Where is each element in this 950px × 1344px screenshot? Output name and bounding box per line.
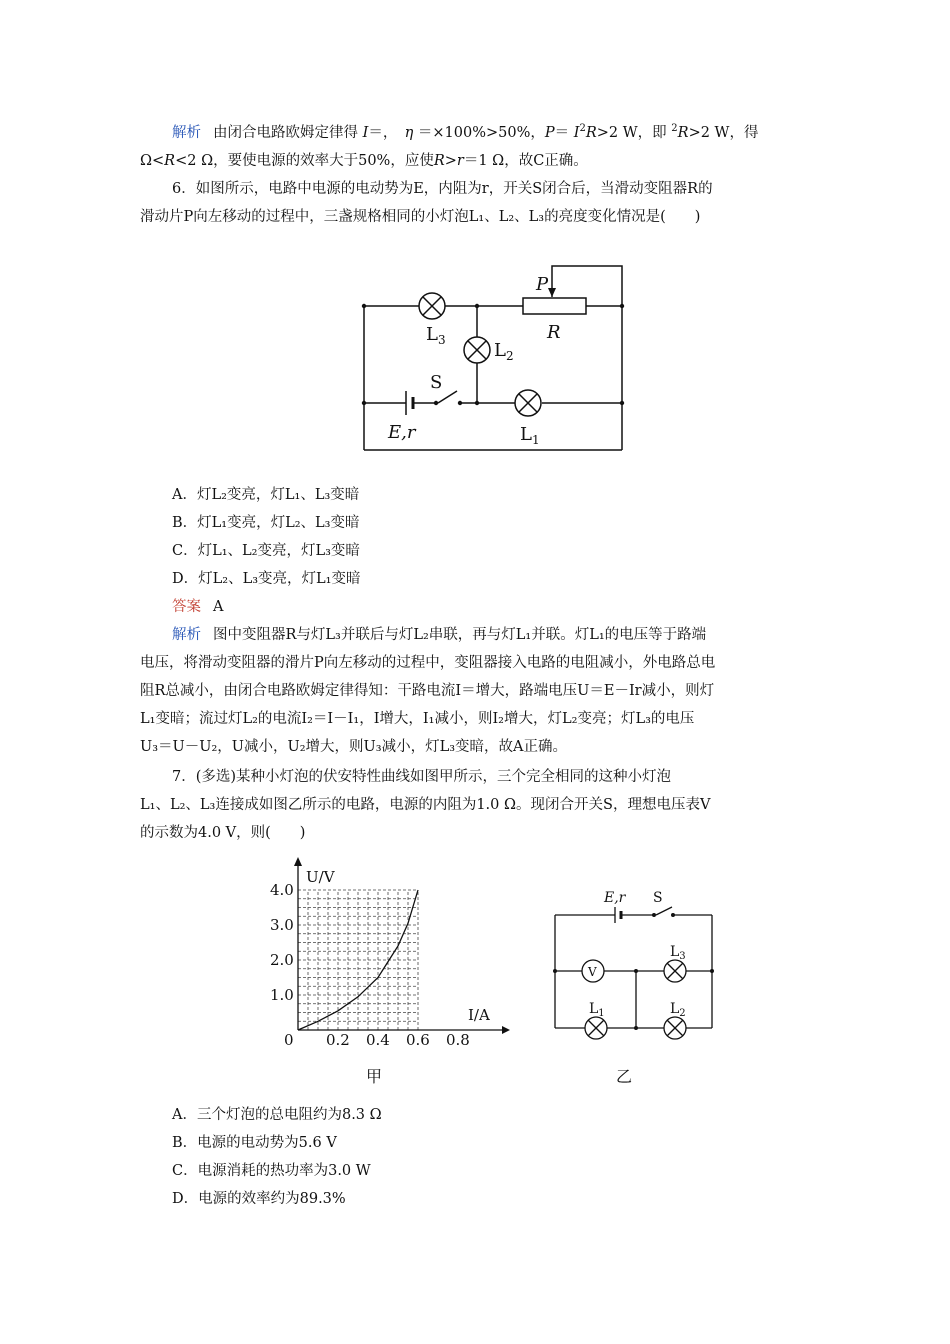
q7-option-a: A．三个灯泡的总电阻约为8.3 Ω xyxy=(172,1107,382,1123)
label-Er: E,r xyxy=(388,422,416,443)
svg-text:L1: $L_1$ xyxy=(520,424,540,447)
svg-text:L3: $L_3$ xyxy=(426,324,446,347)
caption-yi: 乙 xyxy=(616,1067,633,1086)
q6-stem-line-1: 6．如图所示，电路中电源的电动势为E，内阻为r，开关S闭合后，当滑动变阻器R的 xyxy=(172,181,713,197)
label-S: S xyxy=(430,372,443,393)
q6-option-c: C．灯L₁、L₂变亮，灯L₃变暗 xyxy=(172,543,360,559)
lamp-L1-icon xyxy=(515,390,541,416)
label-Er: E,r xyxy=(604,890,626,906)
q6-option-a: A．灯L₂变亮，灯L₁、L₃变暗 xyxy=(172,487,360,503)
rheostat-R xyxy=(523,298,586,314)
svg-text:L2: $L_2$ xyxy=(494,340,514,363)
svg-text:L3: $L_3$ xyxy=(670,944,686,962)
q6-circuit-figure xyxy=(350,250,650,475)
y-axis-label: U/V xyxy=(306,868,335,886)
origin-label: 0 xyxy=(284,1031,294,1049)
y-tick-label: 1.0 xyxy=(270,986,294,1004)
x-tick-label: 0.8 xyxy=(446,1031,470,1049)
x-axis-label: I/A xyxy=(468,1006,490,1024)
caption-jia: 甲 xyxy=(366,1067,383,1086)
x-tick-label: 0.2 xyxy=(326,1031,350,1049)
label-V: V xyxy=(588,965,597,979)
q7-option-d: D．电源的效率约为89.3% xyxy=(172,1191,346,1207)
label-P: P xyxy=(536,274,549,295)
label-S: S xyxy=(653,890,663,906)
q7-iv-curve-chart xyxy=(270,852,510,1092)
y-tick-label: 4.0 xyxy=(270,881,294,899)
lamp-L2-icon xyxy=(464,337,490,363)
y-tick-label: 3.0 xyxy=(270,916,294,934)
svg-text:L1: $L_1$ xyxy=(589,1001,605,1019)
q6-analysis-line-3: 阻R总减小，由闭合电路欧姆定律得知：干路电流I＝增大，路端电压U＝E－Ir减小，则灯 xyxy=(140,683,715,699)
q6-analysis-line-2: 电压，将滑动变阻器的滑片P向左移动的过程中，变阻器接入电路的电阻减小，外电路总电 xyxy=(140,655,716,671)
q7-option-c: C．电源消耗的热功率为3.0 W xyxy=(172,1163,371,1179)
lamp-L1-icon xyxy=(585,1017,607,1039)
analysis-5-line-2: Ω<R<2 Ω，要使电源的效率大于50%，应使R>r＝1 Ω，故C正确。 xyxy=(140,153,588,169)
q7-option-b: B．电源的电动势为5.6 V xyxy=(172,1135,337,1151)
analysis-5-line-1: 解析 由闭合电路欧姆定律得 I＝， η ＝×100%>50%，$P= I^2R>2$ W，即 $^2$R>2 W，得 xyxy=(172,123,759,141)
q6-analysis-line-1: 解析 图中变阻器R与灯L₃并联后与灯L₂串联，再与灯L₁并联。灯L₁的电压等于路端 xyxy=(172,627,707,643)
q6-option-b: B．灯L₁变亮，灯L₂、L₃变暗 xyxy=(172,515,360,531)
label-R: R xyxy=(547,322,561,343)
lamp-L3-icon xyxy=(419,293,445,319)
answer-label: 答案 xyxy=(172,599,201,615)
q6-analysis-line-4: L₁变暗；流过灯L₂的电流I₂＝I－I₁，I增大，I₁减小，则I₂增大，灯L₂变亮；灯L₃的电压 xyxy=(140,711,695,727)
lamp-L2-icon xyxy=(664,1017,686,1039)
q6-option-d: D．灯L₂、L₃变亮，灯L₁变暗 xyxy=(172,571,361,587)
analysis-label: 解析 xyxy=(172,125,201,141)
q7-stem-line-3: 的示数为4.0 V，则( ) xyxy=(140,825,306,841)
svg-text:L2: $L_2$ xyxy=(670,1001,686,1019)
q6-answer xyxy=(172,593,844,621)
y-tick-label: 2.0 xyxy=(270,951,294,969)
lamp-L3-icon xyxy=(664,960,686,982)
q6-analysis-line-5: U₃＝U－U₂，U减小，U₂增大，则U₃减小，灯L₃变暗，故A正确。 xyxy=(140,739,567,755)
x-tick-label: 0.6 xyxy=(406,1031,430,1049)
q7-circuit-figure xyxy=(550,880,725,1090)
answer-value: A xyxy=(213,599,224,615)
q7-stem-line-2: L₁、L₂、L₃连接成如图乙所示的电路，电源的内阻为1.0 Ω。现闭合开关S，理想电压表V xyxy=(140,797,711,813)
analysis-label: 解析 xyxy=(172,627,201,643)
q6-stem-line-2: 滑动片P向左移动的过程中，三盏规格相同的小灯泡L₁、L₂、L₃的亮度变化情况是( ) xyxy=(140,209,701,225)
q7-stem-line-1: 7．(多选)某种小灯泡的伏安特性曲线如图甲所示，三个完全相同的这种小灯泡 xyxy=(172,769,672,785)
x-tick-label: 0.4 xyxy=(366,1031,390,1049)
